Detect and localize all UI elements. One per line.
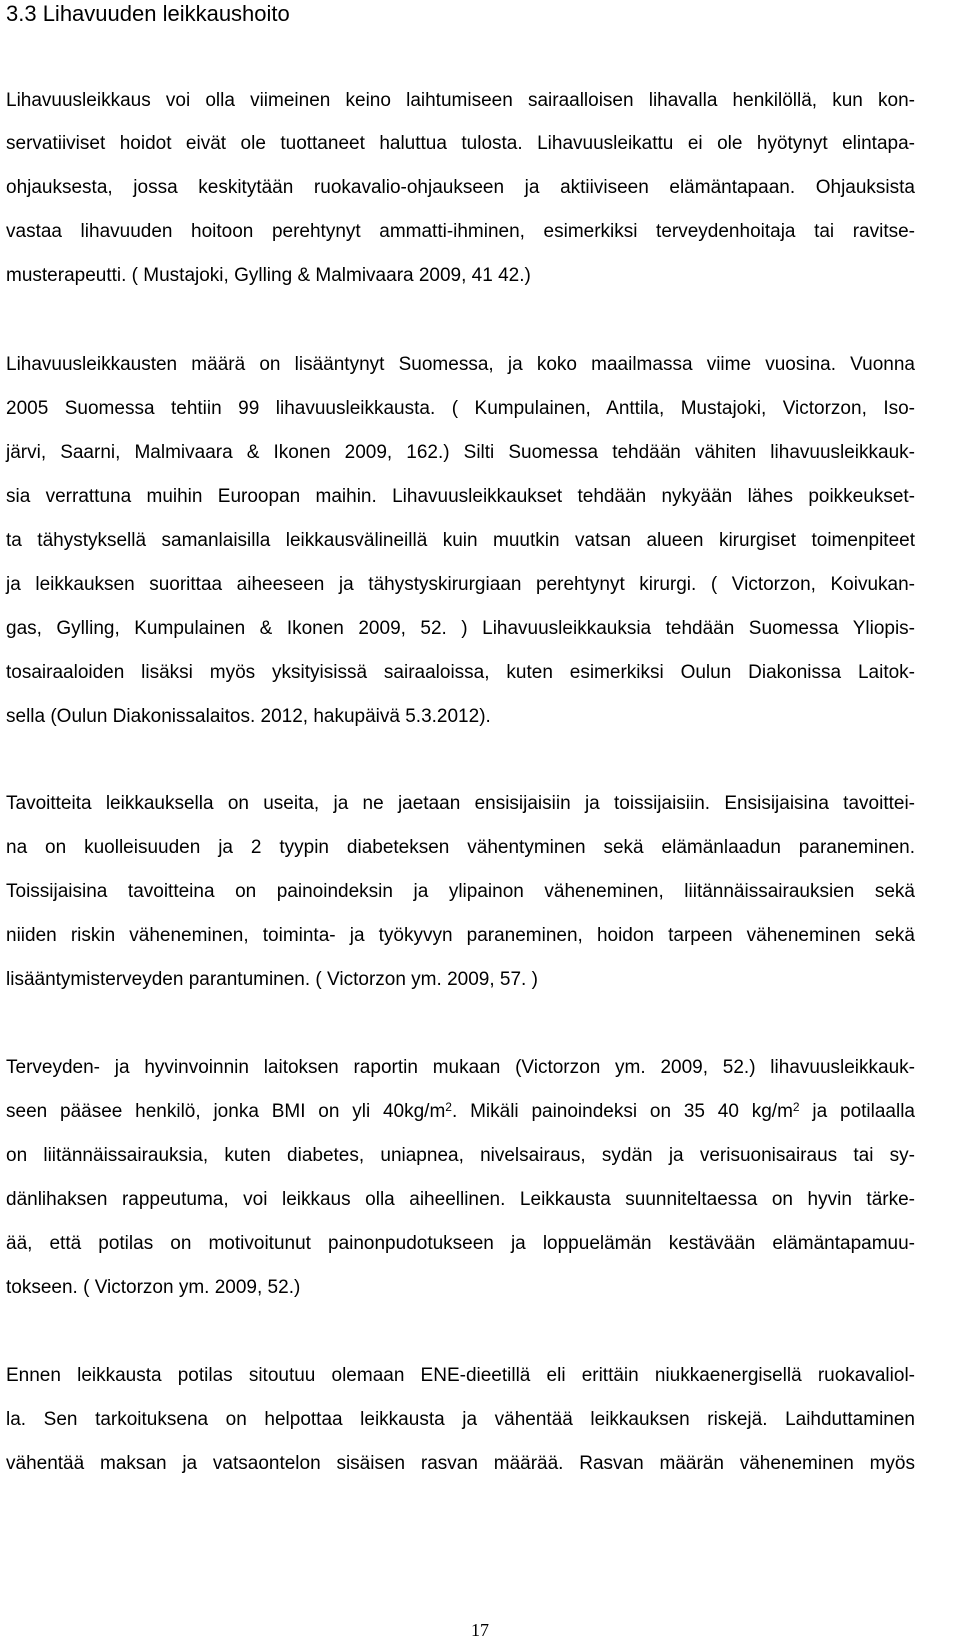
text-segment: ja potilaalla <box>799 1101 916 1122</box>
paragraph-line: na on kuolleisuuden ja 2 tyypin diabeteksen vähentyminen sekä elämänlaadun paraneminen. <box>6 837 915 858</box>
paragraph-line: ää, että potilas on motivoitunut painonpudotukseen ja loppuelämän kestävään elämäntapamuu- <box>6 1233 915 1254</box>
text-segment: . Mikäli painoindeksi on 35 40 kg/m <box>451 1101 793 1122</box>
paragraph-line: vastaa lihavuuden hoitoon perehtynyt ammatti-ihminen, esimerkiksi terveydenhoitaja tai ravitse- <box>6 221 915 242</box>
paragraph-line: dänlihaksen rappeutuma, voi leikkaus olla aiheellinen. Leikkausta suunniteltaessa on hyvin tärke- <box>6 1189 915 1210</box>
paragraph-line: servatiiviset hoidot eivät ole tuottaneet haluttua tulosta. Lihavuusleikattu ei ole hyötynyt elintapa- <box>6 133 915 154</box>
section-heading: 3.3 Lihavuuden leikkaushoito <box>6 1 290 26</box>
superscript: 2 <box>445 1100 452 1114</box>
paragraph-line: sella (Oulun Diakonissalaitos. 2012, hakupäivä 5.3.2012). <box>6 706 491 727</box>
paragraph-line: sia verrattuna muihin Euroopan maihin. Lihavuusleikkaukset tehdään nykyään lähes poikkeukset- <box>6 486 915 507</box>
paragraph-line: Terveyden- ja hyvinvoinnin laitoksen raportin mukaan (Victorzon ym. 2009, 52.) lihavuusleikkauk- <box>6 1057 915 1078</box>
page-number: 17 <box>471 1620 489 1640</box>
paragraph-line: Lihavuusleikkaus voi olla viimeinen keino laihtumiseen sairaalloisen lihavalla henkilöllä, kun kon- <box>6 90 915 111</box>
paragraph-line: Tavoitteita leikkauksella on useita, ja ne jaetaan ensisijaisiin ja toissijaisiin. Ensisijaisina tavoittei- <box>6 793 915 814</box>
paragraph-line-with-superscript <box>6 1099 915 1125</box>
paragraph-line: niiden riskin väheneminen, toiminta- ja työkyvyn paraneminen, hoidon tarpeen väheneminen sekä <box>6 925 915 946</box>
paragraph-line: la. Sen tarkoituksena on helpottaa leikkausta ja vähentää leikkauksen riskejä. Laihduttaminen <box>6 1409 915 1430</box>
paragraph-line: 2005 Suomessa tehtiin 99 lihavuusleikkausta. ( Kumpulainen, Anttila, Mustajoki, Victorzon, Iso- <box>6 398 915 419</box>
paragraph-line: tosairaaloiden lisäksi myös yksityisissä sairaaloissa, kuten esimerkiksi Oulun Diakonissa Laitok- <box>6 662 915 683</box>
paragraph-line: musterapeutti. ( Mustajoki, Gylling & Malmivaara 2009, 41 42.) <box>6 265 531 286</box>
paragraph-line: Lihavuusleikkausten määrä on lisääntynyt Suomessa, ja koko maailmassa viime vuosina. Vuonna <box>6 354 915 375</box>
paragraph-line: vähentää maksan ja vatsaontelon sisäisen rasvan määrää. Rasvan määrän väheneminen myös <box>6 1453 915 1474</box>
superscript: 2 <box>792 1100 800 1114</box>
paragraph-line: ta tähystyksellä samanlaisilla leikkausvälineillä kuin muutkin vatsan alueen kirurgiset toimenpiteet <box>6 530 915 551</box>
paragraph-line: lisääntymisterveyden parantuminen. ( Victorzon ym. 2009, 57. ) <box>6 969 538 990</box>
paragraph-line: on liitännäissairauksia, kuten diabetes, uniapnea, nivelsairaus, sydän ja verisuonisairaus tai sy- <box>6 1145 915 1166</box>
paragraph-line: järvi, Saarni, Malmivaara & Ikonen 2009, 162.) Silti Suomessa tehdään vähiten lihavuusleikkauk- <box>6 442 915 463</box>
text-segment: seen pääsee henkilö, jonka BMI on yli 40kg/m <box>6 1101 446 1122</box>
paragraph-line: ohjauksesta, jossa keskitytään ruokavalio-ohjaukseen ja aktiiviseen elämäntapaan. Ohjauksista <box>6 177 915 198</box>
paragraph-line: gas, Gylling, Kumpulainen & Ikonen 2009, 52. ) Lihavuusleikkauksia tehdään Suomessa Yliopis- <box>6 618 915 639</box>
paragraph-line: Toissijaisina tavoitteina on painoindeksin ja ylipainon väheneminen, liitännäissairauksien sekä <box>6 881 915 902</box>
paragraph-line: ja leikkauksen suorittaa aiheeseen ja tähystyskirurgiaan perehtynyt kirurgi. ( Victorzon, Koivukan- <box>6 574 915 595</box>
paragraph-line: Ennen leikkausta potilas sitoutuu olemaan ENE-dieetillä eli erittäin niukkaenergisellä ruokavaliol- <box>6 1365 915 1386</box>
paragraph-line: tokseen. ( Victorzon ym. 2009, 52.) <box>6 1277 301 1298</box>
